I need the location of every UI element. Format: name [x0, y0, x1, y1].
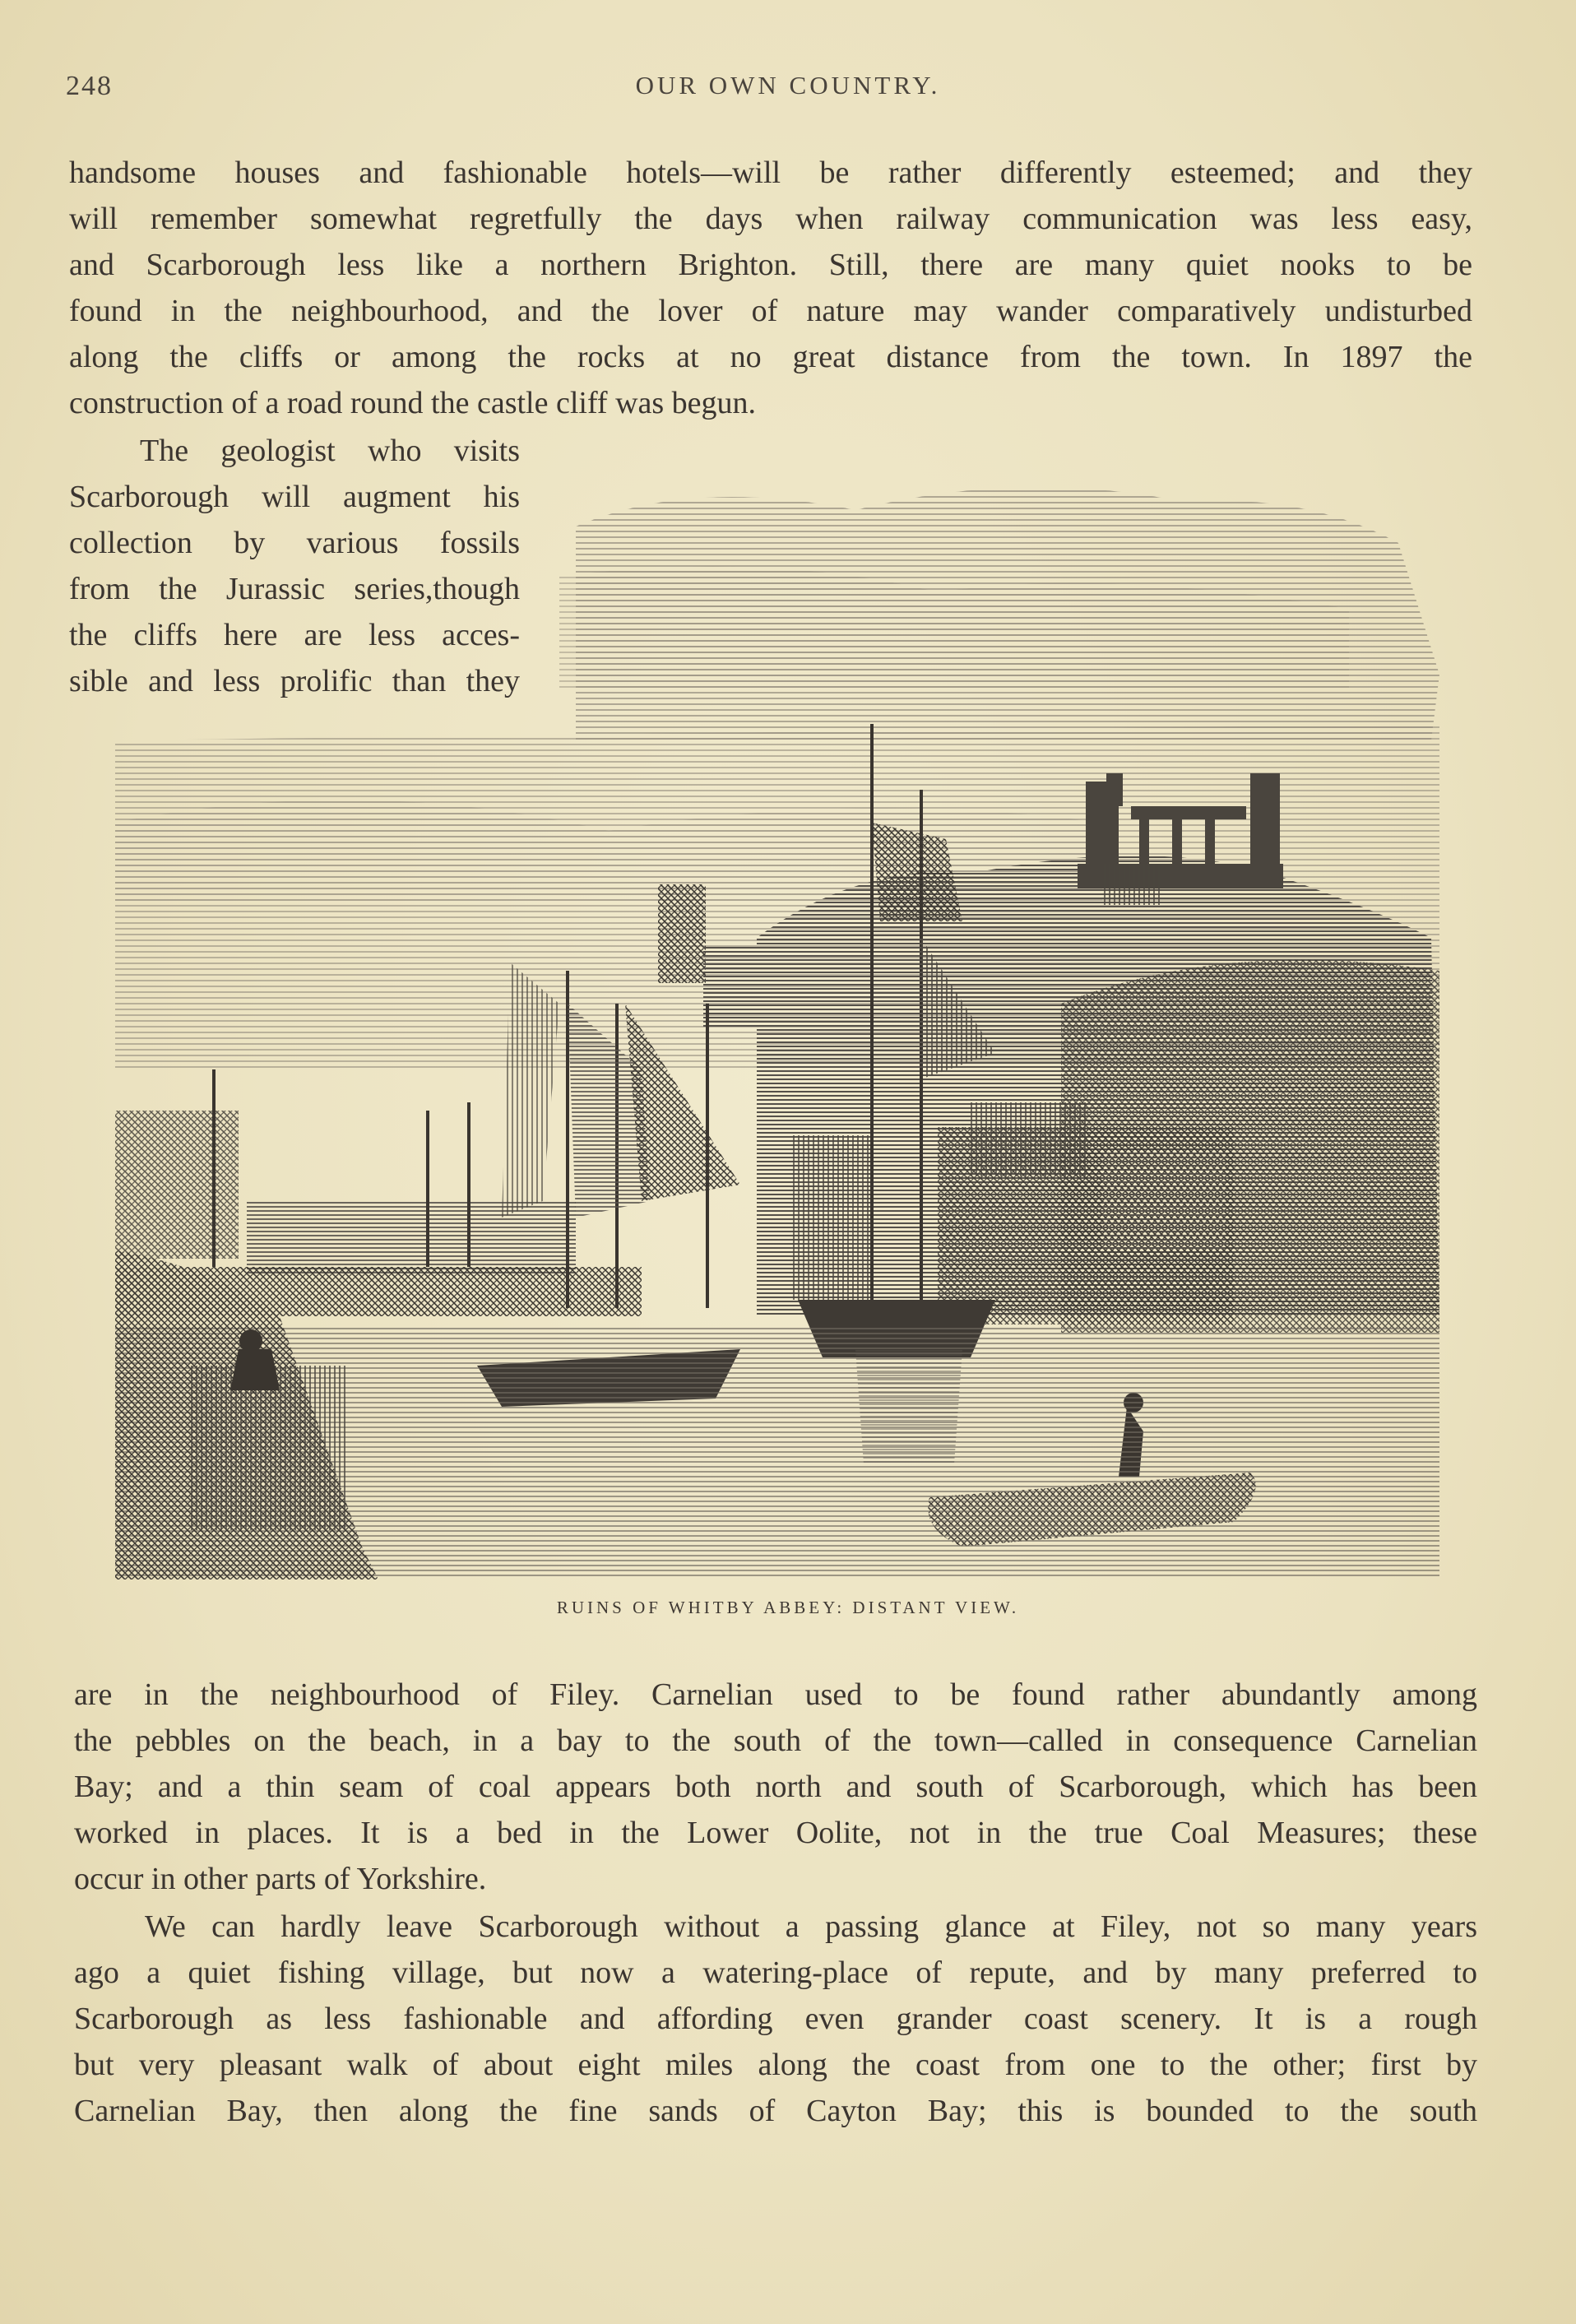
- body-line: from the Jurassic series,though: [69, 572, 520, 606]
- harbour-engraving: [115, 477, 1444, 1579]
- body-line: sible and less prolific than they: [69, 664, 520, 698]
- body-line: Scarborough as less fashionable and affording even grander coast scenery. It is a rough: [74, 2002, 1477, 2036]
- body-line: ago a quiet fishing village, but now a watering-place of repute, and by many preferred to: [74, 1955, 1477, 1990]
- body-line: and Scarborough less like a northern Brighton. Still, there are many quiet nooks to be: [69, 248, 1472, 282]
- body-line: Scarborough will augment his: [69, 480, 520, 514]
- body-line: The geologist who visits: [140, 434, 520, 468]
- body-line: Carnelian Bay, then along the fine sands of Cayton Bay; this is bounded to the south: [74, 2094, 1477, 2128]
- body-line: We can hardly leave Scarborough without a passing glance at Filey, not so many years: [145, 1909, 1477, 1944]
- running-head: OUR OWN COUNTRY.: [635, 71, 941, 100]
- body-line: Bay; and a thin seam of coal appears both north and south of Scarborough, which has been: [74, 1770, 1477, 1804]
- body-line: along the cliffs or among the rocks at no great distance from the town. In 1897 the: [69, 340, 1472, 374]
- body-line: are in the neighbourhood of Filey. Carnelian used to be found rather abundantly among: [74, 1677, 1477, 1712]
- body-line: construction of a road round the castle cliff was begun.: [69, 386, 757, 420]
- body-line: worked in places. It is a bed in the Lower Oolite, not in the true Coal Measures; these: [74, 1816, 1477, 1850]
- body-line: handsome houses and fashionable hotels—will be rather differently esteemed; and they: [69, 155, 1472, 190]
- body-line: the cliffs here are less acces-: [69, 618, 520, 652]
- body-line: but very pleasant walk of about eight miles along the coast from one to the other; first by: [74, 2048, 1477, 2082]
- body-line: collection by various fossils: [69, 526, 520, 560]
- body-line: found in the neighbourhood, and the lover of nature may wander comparatively undisturbed: [69, 294, 1472, 328]
- body-line: the pebbles on the beach, in a bay to the south of the town—called in consequence Carnelian: [74, 1723, 1477, 1758]
- page-number: 248: [66, 71, 113, 101]
- body-line: occur in other parts of Yorkshire.: [74, 1862, 487, 1896]
- body-line: will remember somewhat regretfully the days when railway communication was less easy,: [69, 202, 1472, 236]
- figure-caption: RUINS OF WHITBY ABBEY: DISTANT VIEW.: [556, 1598, 1020, 1617]
